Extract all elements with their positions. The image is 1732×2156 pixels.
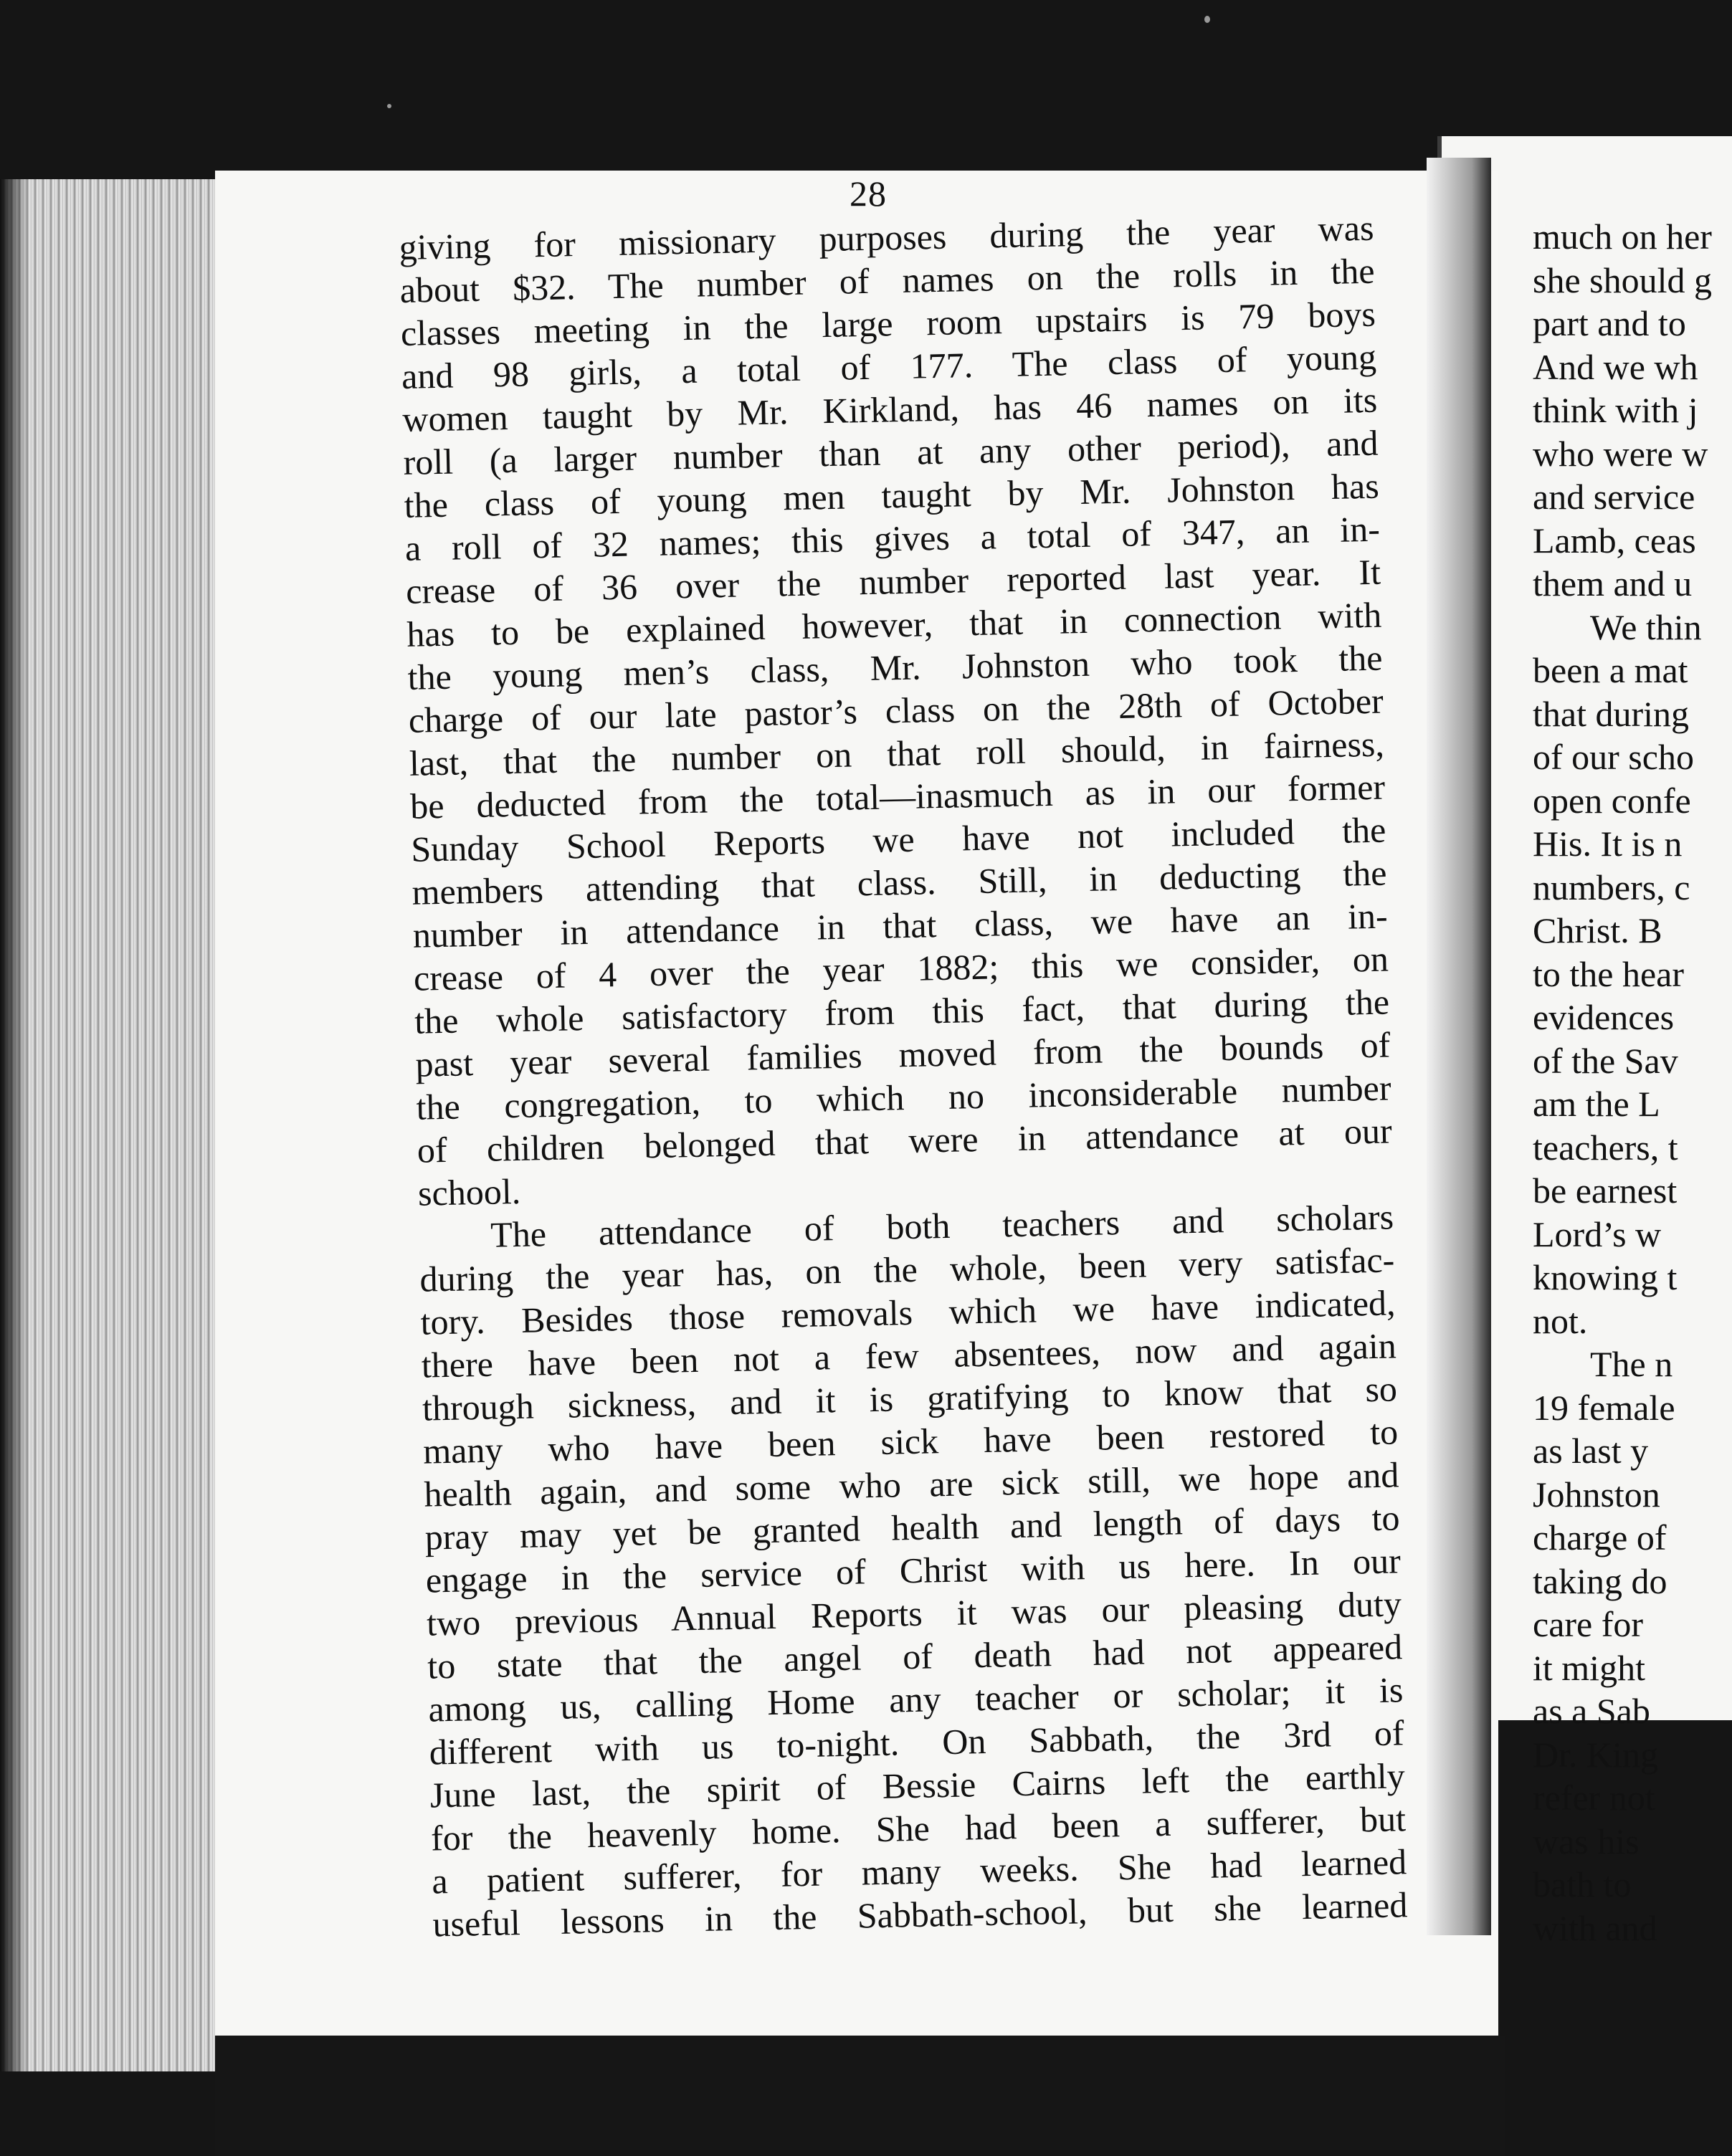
text-line: engage in the service of Christ with us here. In our (425, 1540, 1402, 1601)
book-edge-shadow (0, 179, 29, 2071)
text-line: many who have been sick have been restored to (422, 1411, 1399, 1471)
text-line: Johnston (1533, 1474, 1660, 1515)
text-line: 19 female (1533, 1387, 1675, 1428)
text-line: crease of 4 over the year 1882; this we consider, on (413, 938, 1389, 998)
text-line: there have been not a few absentees, now and again (421, 1325, 1397, 1385)
text-line: as a Sab (1533, 1691, 1650, 1731)
text-line: that during (1533, 693, 1690, 734)
paragraph-start-line: The n (1590, 1344, 1673, 1384)
text-line: care for (1533, 1604, 1644, 1644)
text-line: Sunday School Reports we have not included the (410, 809, 1386, 869)
text-line: past year several families moved from the bounds of (414, 1024, 1391, 1084)
text-line: for the heavenly home. She had been a sufferer, but (430, 1798, 1407, 1859)
text-line: teachers, t (1533, 1127, 1678, 1168)
text-line: two previous Annual Reports it was our pleasing duty (426, 1583, 1402, 1644)
text-line: think with j (1533, 390, 1698, 430)
text-line: with and (1533, 1907, 1657, 1948)
text-line: who were w (1533, 433, 1708, 474)
text-line: different with us to-night. On Sabbath, the 3rd of (429, 1712, 1405, 1773)
right-page-text (1533, 215, 1732, 1950)
text-line: of the Sav (1533, 1040, 1678, 1081)
text-line: be earnest (1533, 1170, 1678, 1211)
text-line: health again, and some who are sick still, we hope and (423, 1454, 1399, 1515)
book-page-edges (0, 179, 237, 2071)
text-line: His. It is n (1533, 824, 1683, 864)
text-line: Lamb, ceas (1533, 520, 1696, 561)
left-page-text (399, 206, 1408, 1946)
text-line: knowing t (1533, 1257, 1678, 1297)
paragraph-start-line: We thin (1590, 606, 1702, 647)
text-line: them and u (1533, 563, 1693, 604)
page-number: 28 (850, 173, 887, 214)
text-line: of children belonged that were in attendance at our (417, 1110, 1393, 1170)
text-line: and service (1533, 477, 1695, 517)
text-line: Dr. King (1533, 1734, 1658, 1775)
text-line: it might (1533, 1647, 1645, 1688)
text-line: among us, calling Home any teacher or scholar; it is (427, 1669, 1404, 1730)
text-line: part and to (1533, 303, 1686, 343)
text-line: a patient sufferer, for many weeks. She had learned (431, 1841, 1407, 1902)
bottom-shadow (215, 2036, 1505, 2156)
text-line: a roll of 32 names; this gives a total of 347, an in- (404, 508, 1381, 568)
dust-speck (387, 104, 391, 108)
text-line: through sickness, and it is gratifying to know that so (422, 1368, 1398, 1428)
text-line: Christ. B (1533, 910, 1662, 950)
text-line: school. (417, 1170, 521, 1213)
text-line: evidences (1533, 997, 1675, 1037)
text-line: been a mat (1533, 650, 1688, 690)
text-line: classes meeting in the large room upstairs is 79 boys (400, 293, 1376, 353)
dust-speck (1204, 16, 1210, 23)
text-line: last, that the number on that roll should, in fairness, (409, 723, 1385, 783)
text-line: the class of young men taught by Mr. Johnston has (404, 465, 1380, 525)
text-line: number in attendance in that class, we have an in- (412, 895, 1389, 955)
text-line: and 98 girls, a total of 177. The class of young (401, 336, 1377, 396)
text-line: has to be explained however, that in connection with (406, 594, 1382, 654)
text-line: during the year has, on the whole, been very satisfac- (419, 1239, 1395, 1299)
text-line: to the hear (1533, 953, 1685, 994)
text-line: about $32. The number of names on the rolls in the (399, 250, 1376, 310)
text-line: June last, the spirit of Bessie Cairns left the earthly (429, 1755, 1406, 1816)
text-line: members attending that class. Still, in deducting the (411, 852, 1387, 912)
text-line: of our scho (1533, 737, 1694, 777)
text-line: to state that the angel of death had not appeared (427, 1626, 1403, 1687)
text-line: the congregation, to which no inconsiderable number (416, 1067, 1391, 1127)
text-line: And we wh (1533, 346, 1698, 387)
text-line: charge of (1533, 1517, 1667, 1558)
text-line: bath to (1533, 1864, 1632, 1904)
text-line: taking do (1533, 1560, 1667, 1601)
text-line: am the L (1533, 1084, 1660, 1124)
text-line: the young men’s class, Mr. Johnston who took the (407, 637, 1383, 697)
text-line: Lord’s w (1533, 1213, 1662, 1254)
text-line: the whole satisfactory from this fact, that during the (414, 981, 1390, 1041)
text-line: she should g (1533, 259, 1712, 300)
text-line: pray may yet be granted health and length of days to (424, 1497, 1401, 1558)
paragraph-start-line: The attendance of both teachers and scholars (490, 1196, 1394, 1255)
text-line: as last y (1533, 1431, 1649, 1471)
text-line: tory. Besides those removals which we have indicated, (420, 1282, 1396, 1342)
text-line: women taught by Mr. Kirkland, has 46 names on its (401, 379, 1378, 439)
text-line: be deducted from the total—inasmuch as in our former (409, 766, 1386, 826)
text-line: useful lessons in the Sabbath-school, but she learned (432, 1884, 1408, 1945)
text-line: roll (a larger number than at any other period), and (403, 422, 1379, 482)
text-line: was his (1533, 1821, 1640, 1861)
text-line: giving for missionary purposes during the year was (399, 207, 1374, 267)
text-line: crease of 36 over the number reported last year. It (405, 551, 1381, 611)
book-gutter (1427, 158, 1491, 1935)
text-line: not. (1533, 1300, 1588, 1341)
text-line: charge of our late pastor’s class on the 28th of October (408, 680, 1384, 740)
text-line: open confe (1533, 780, 1691, 821)
text-line: numbers, c (1533, 867, 1690, 907)
text-line: much on her (1533, 216, 1712, 257)
text-line: refer not (1533, 1778, 1655, 1818)
